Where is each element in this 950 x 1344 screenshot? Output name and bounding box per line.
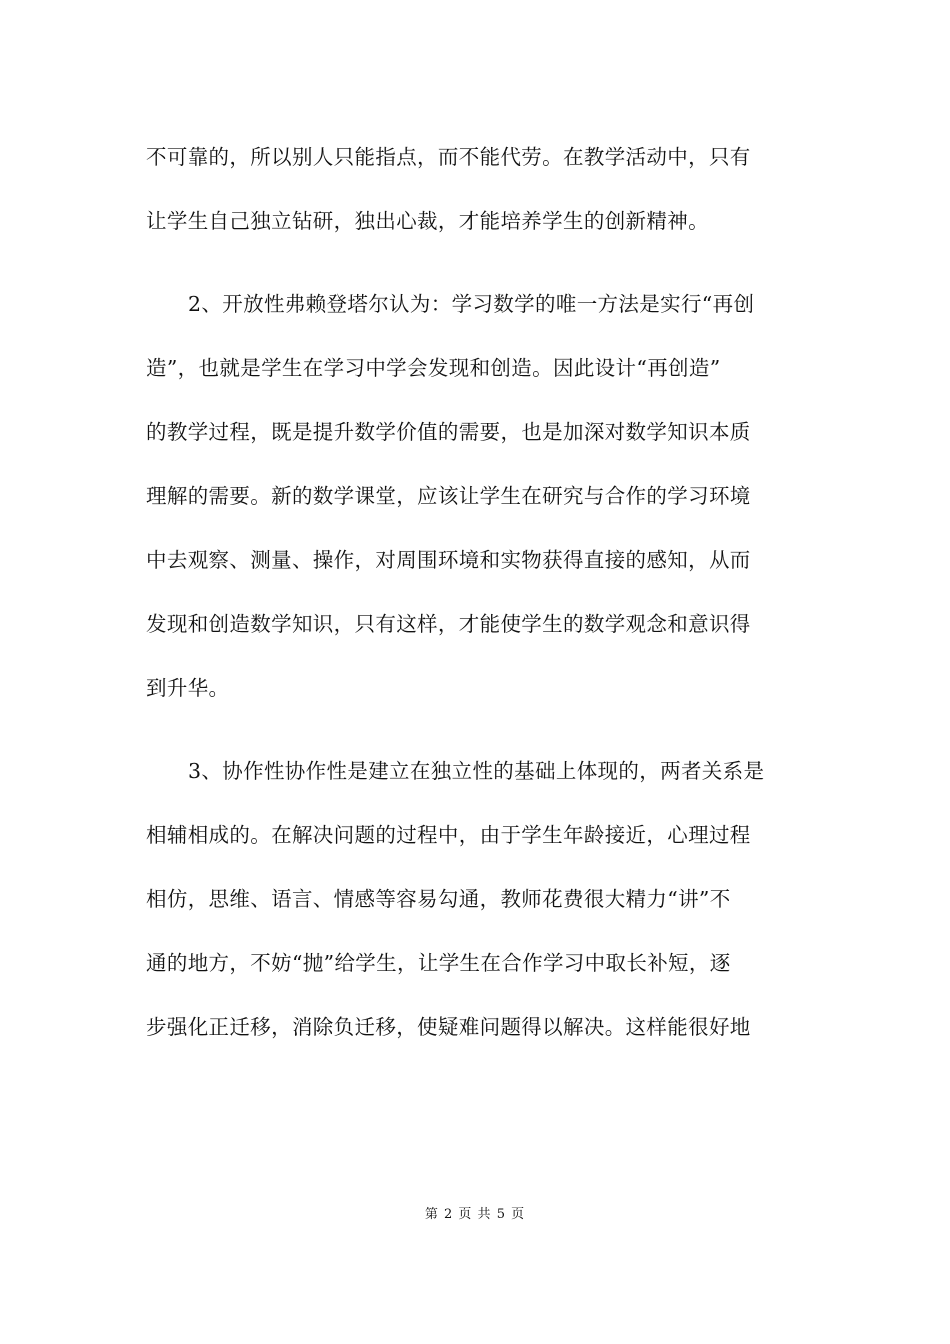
text-line: 让学生自己独立钻研，独出心裁，才能培养学生的创新精神。 xyxy=(146,209,709,233)
text-line: 相仿，思维、语言、情感等容易勾通，教师花费很大精力“讲”不 xyxy=(146,887,731,911)
text-line: 步强化正迁移，消除负迁移，使疑难问题得以解决。这样能很好地 xyxy=(146,1015,751,1039)
text-line: 相辅相成的。在解决问题的过程中，由于学生年龄接近，心理过程 xyxy=(146,823,751,847)
text-line: 3、协作性协作性是建立在独立性的基础上体现的，两者关系是 xyxy=(188,759,765,783)
text-line: 发现和创造数学知识，只有这样，才能使学生的数学观念和意识得 xyxy=(146,612,751,636)
text-line: 理解的需要。新的数学课堂，应该让学生在研究与合作的学习环境 xyxy=(146,484,751,508)
text-line: 到升华。 xyxy=(146,676,230,700)
text-line: 通的地方，不妨“抛”给学生，让学生在合作学习中取长补短，逐 xyxy=(146,951,731,975)
text-line: 的教学过程，既是提升数学价值的需要，也是加深对数学知识本质 xyxy=(146,420,751,444)
page-number-footer: 第 2 页 共 5 页 xyxy=(424,1207,526,1222)
text-line: 不可靠的，所以别人只能指点，而不能代劳。在教学活动中，只有 xyxy=(146,145,751,169)
text-line: 中去观察、测量、操作，对周围环境和实物获得直接的感知，从而 xyxy=(146,548,751,572)
text-line: 2、开放性弗赖登塔尔认为：学习数学的唯一方法是实行“再创 xyxy=(188,292,755,316)
text-line: 造”，也就是学生在学习中学会发现和创造。因此设计“再创造” xyxy=(146,356,721,380)
